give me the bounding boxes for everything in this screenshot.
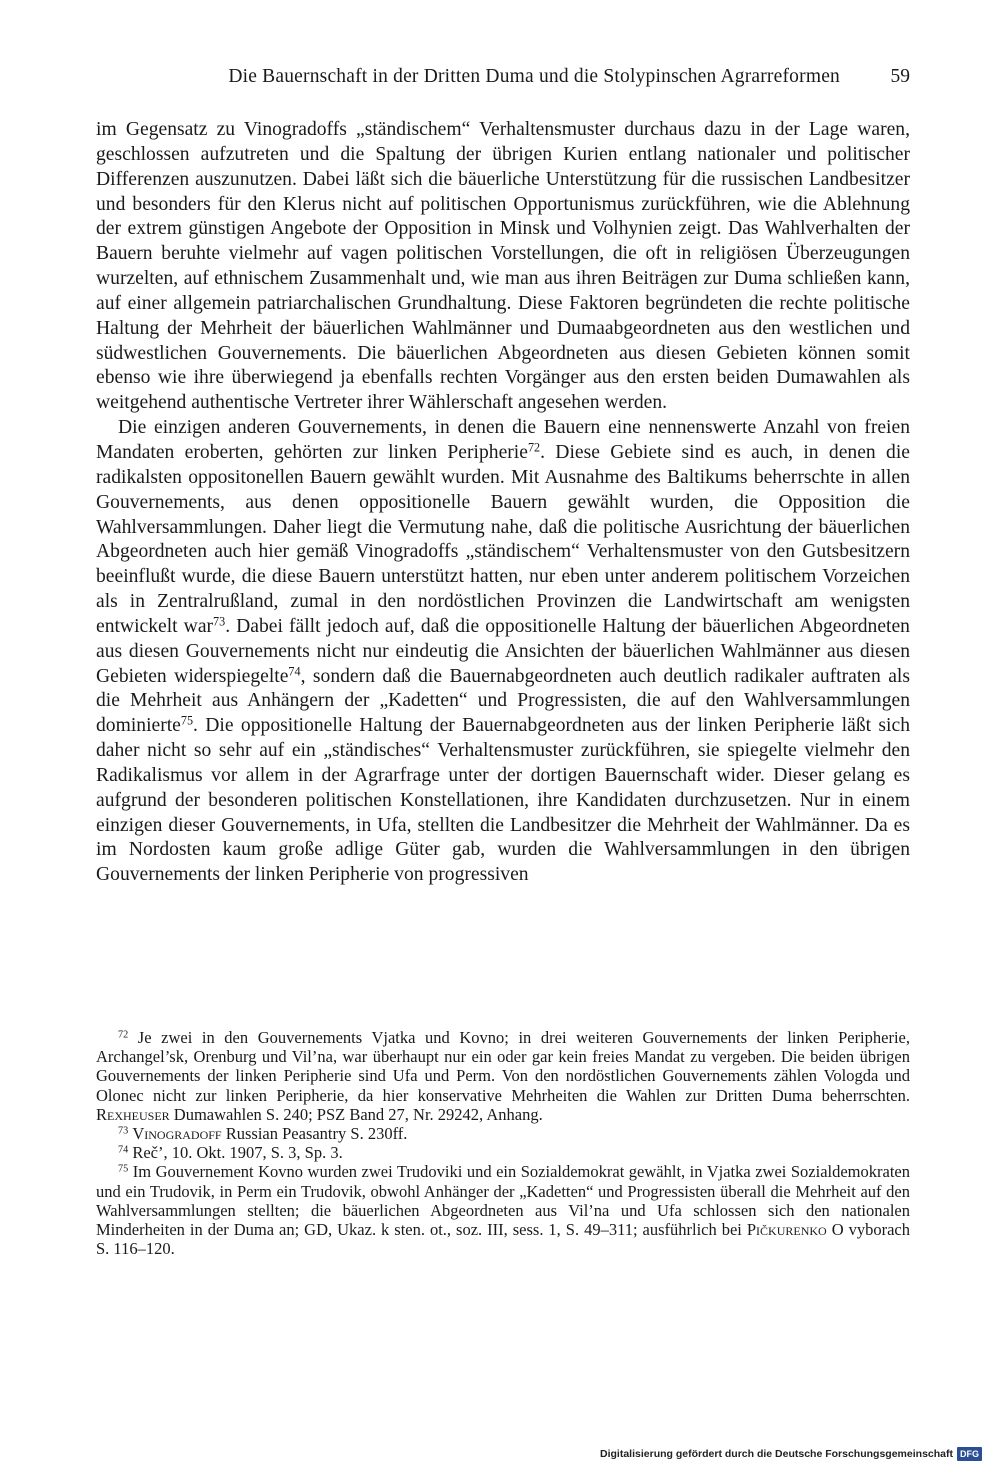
body-text [96,118,910,888]
paragraph-2-text-d: , sondern daß die Bauernabgeordneten auch deutlich radikaler auftraten als die Mehrheit aus Anhängern der „Kadetten“ und Progressisten, die auf den Wahlversammlungen dominierte [96,665,910,737]
paragraph-2-text-a: Die einzigen anderen Gouvernements, in denen die Bauern eine nennenswerte Anzahl von freien Mandaten eroberten, gehörten zur linken Peripherie [96,417,910,463]
footnote-73 [96,1124,910,1143]
footnote-text: Im Gouvernement Kovno wurden zwei Trudoviki und ein Sozialdemokrat gewählt, in Vjatka zwei Sozialdemokraten und ein Trudovik, in Perm ein Trudovik, obwohl Anhänger der „Kadetten“ und Progressisten überall die Mehrheit auf den Wahlversammlungen stellten; die bäuerlichen Abgeordneten aus Vil’na und Ufa schlossen sich den nationalen Minderheiten in der Duma an; GD, Ukaz. k sten. ot., soz. III, sess. 1, S. 49–311; ausführlich bei [96,1162,910,1240]
paragraph-1: im Gegensatz zu Vinogradoffs „ständischem“ Verhaltensmuster durchaus dazu in der Lage waren, geschlossen aufzutreten und die Spaltung der übrigen Kurien entlang nationaler und politischer Differenzen auszunutzen. Dabei läßt sich die bäuerliche Unterstützung für die russischen Landbesitzer und besonders für den Klerus nicht auf politischen Opportunismus zurückführen, wie die Ablehnung der extrem günstigen Angebote der Opposition in Minsk und Volhynien zeigt. Das Wahlverhalten der Bauern beruhte vielmehr auf vagen politischen Vorstellungen, die oft in religiösen Überzeugungen wurzelten, auf ethnischem Zusammenhalt und, wie man aus ihren Beiträgen zur Duma schließen kann, auf einer allgemein patriarchalischen Grundhaltung. Diese Faktoren begründeten die rechte politische Haltung der Mehrheit der bäuerlichen Wahlmänner und Dumaabgeordneten aus den westlichen und südwestlichen Gouvernements. Die bäuerlichen Abgeordneten aus diesen Gebieten können somit ebenso wie ihre überwiegend ja ebenfalls rechten Vorgänger aus den ersten beiden Dumawahlen als weitgehend authentische Vertreter ihrer Wählerschaft angesehen werden. [96,119,910,414]
footnote-ref-73[interactable]: 73 [213,614,226,629]
footnote-author: Vinogradoff [132,1124,222,1144]
footnote-number: 75 [118,1163,129,1175]
footnote-number: 74 [118,1144,129,1156]
footnote-text: Dumawahlen S. 240; PSZ Band 27, Nr. 29242, Anhang. [169,1104,543,1124]
digitization-credit [600,1447,982,1461]
paragraph-2-text-b: . Diese Gebiete sind es auch, in denen die radikalsten oppositonellen Bauern gewählt wurden. Mit Ausnahme des Baltikums beherrschte in allen Gouvernements, aus denen oppositionelle Bauern gewählt wurden, die Opposition die Wahlversammlungen. Daher liegt die Vermutung nahe, daß die politische Ausrichtung der bäuerlichen Abgeordneten auch hier gemäß Vinogradoffs „ständischem“ Verhaltensmuster von den Gutsbesitzern beeinflußt wurde, die diese Bauern unterstützt hatten, nur eben unter anderem politischem Vorzeichen als in Zentralrußland, zumal in den nordöstlichen Provinzen die Landwirtschaft am wenigsten entwickelt war [96,441,910,637]
footnote-number: 72 [118,1029,129,1041]
paragraph-2-text-e: . Die oppositionelle Haltung der Bauernabgeordneten aus der linken Peripherie läßt sich daher nicht so sehr auf ein „ständisches“ Verhaltensmuster zurückführen, sie spiegelte vielmehr den Radikalismus vor allem in der Agrarfrage unter der dortigen Bauernschaft wider. Dieser gelang es aufgrund der besonderen politischen Konstellationen, ihre Kandidaten durchzusetzen. Nur in einem einzigen dieser Gouvernements, in Ufa, stellten die Landbesitzer die Mehrheit der Wahlmänner. Da es im Nordosten kaum große adlige Güter gab, wurden die Wahlversammlungen in den übrigen Gouvernements der linken Peripherie von progressiven [96,715,910,886]
footnote-author: Rexheuser [96,1104,170,1124]
credit-text: Digitalisierung gefördert durch die Deutsche Forschungsgemeinschaft [600,1448,953,1460]
footnote-text: Reč’, 10. Okt. 1907, S. 3, Sp. 3. [128,1143,343,1163]
running-title: Die Bauernschaft in der Dritten Duma und die Stolypinschen Agrarreformen [228,66,840,87]
footnotes [96,1028,910,1258]
footnote-number: 73 [118,1125,129,1137]
footnote-author: Pičkurenko [746,1220,827,1240]
running-head [96,66,910,92]
dfg-logo-icon: DFG [957,1447,982,1461]
footnote-ref-75[interactable]: 75 [180,713,194,728]
footnote-ref-72[interactable]: 72 [527,440,541,455]
page-number: 59 [890,66,910,87]
footnote-74 [96,1143,910,1162]
footnote-text: Russian Peasantry S. 230ff. [221,1124,408,1144]
footnote-75 [96,1162,910,1258]
footnote-ref-74[interactable]: 74 [288,663,301,678]
footnote-text: Je zwei in den Gouvernements Vjatka und Kovno; in drei weiteren Gouvernements der linken Peripherie, Archangel’sk, Orenburg und Vil’na, war überhaupt nur ein oder gar kein freies Mandat zu vergeben. Die beiden übrigen Gouvernements der linken Peripherie sind Ufa und Perm. Von den nordöstlichen Gouvernements zählen Vologda und Olonec nicht zur linken Peripherie, da hier konservative Mehrheiten die Wahlen zur Dritten Duma beherrschten. [96,1028,910,1105]
paragraph-2-text-c: . Dabei fällt jedoch auf, daß die oppositionelle Haltung der bäuerlichen Abgeordneten aus diesen Gouvernements nicht nur eindeutig die Ansichten der bäuerlichen Wahlmänner aus diesen Gebieten widerspiegelte [96,615,910,687]
footnote-72 [96,1028,910,1124]
paragraph-2 [96,416,910,888]
footnote-text: O vyborach S. 116–120. [96,1220,910,1259]
